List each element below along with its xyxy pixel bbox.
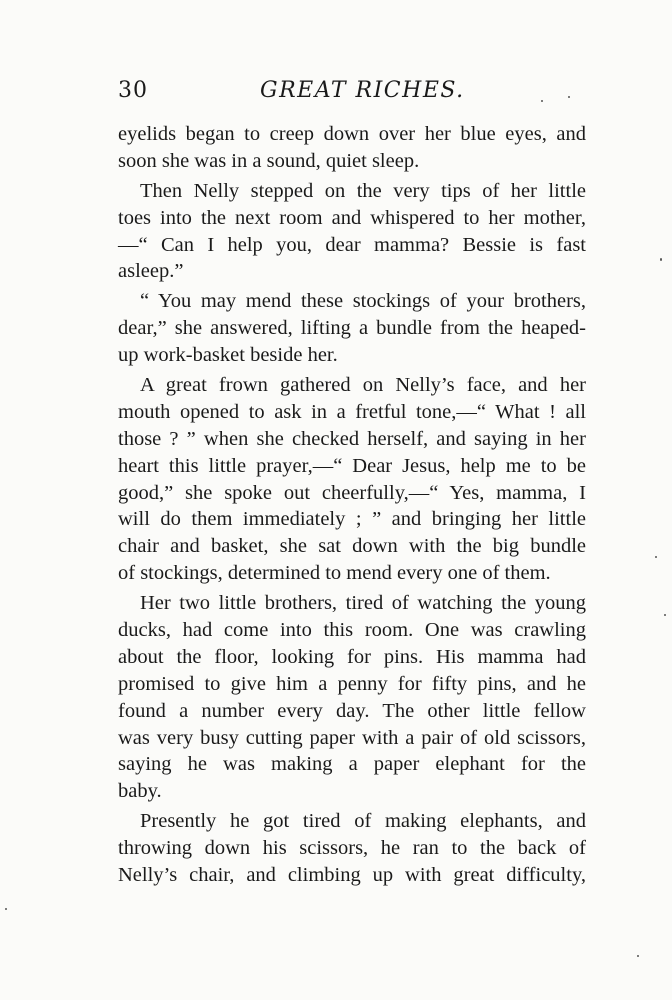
text-line: dear,” she answered, lifting a bundle from the heaped- <box>118 317 586 340</box>
text-line: heart this little prayer,—“ Dear Jesus, help me to be <box>118 454 586 477</box>
text-line: will do them immediately ; ” and bringing her little <box>118 508 586 531</box>
running-head: GREAT RICHES. <box>260 78 465 103</box>
text-line: toes into the next room and whispered to her mother, <box>118 206 586 229</box>
text-line: chair and basket, she sat down with the big bundle <box>118 535 586 558</box>
print-speck <box>655 556 657 558</box>
text-line: promised to give him a penny for fifty pins, and he <box>118 672 586 695</box>
print-speck <box>637 955 639 957</box>
text-line: about the floor, looking for pins. His mamma had <box>118 645 586 668</box>
print-speck <box>541 100 543 102</box>
text-line: good,” she spoke out cheerfully,—“ Yes, mamma, I <box>118 481 586 504</box>
print-speck <box>568 96 570 98</box>
print-speck <box>5 908 7 910</box>
text-line: throwing down his scissors, he ran to the back of <box>118 837 586 860</box>
text-line: Her two little brothers, tired of watching the young <box>140 592 586 615</box>
text-line: soon she was in a sound, quiet sleep. <box>118 149 420 172</box>
text-line: ducks, had come into this room. One was crawling <box>118 619 586 642</box>
text-line: A great frown gathered on Nelly’s face, and her <box>140 374 586 397</box>
text-line: found a number every day. The other little fellow <box>118 699 586 722</box>
print-speck <box>664 614 666 616</box>
print-speck <box>660 258 662 261</box>
text-line: baby. <box>118 780 162 803</box>
text-line: saying he was making a paper elephant for the <box>118 753 586 776</box>
text-line: Presently he got tired of making elephants, and <box>140 810 586 833</box>
page-header <box>118 78 588 108</box>
text-line: “ You may mend these stockings of your brothers, <box>140 290 586 313</box>
text-line: asleep.” <box>118 260 184 283</box>
text-line: of stockings, determined to mend every one of them. <box>118 562 551 585</box>
text-line: was very busy cutting paper with a pair of old scissors, <box>118 726 586 749</box>
text-line: Then Nelly stepped on the very tips of her little <box>140 179 586 202</box>
text-line: Nelly’s chair, and climbing up with great difficulty, <box>118 864 586 887</box>
text-line: —“ Can I help you, dear mamma? Bessie is fast <box>118 233 586 256</box>
page-number: 30 <box>118 78 148 103</box>
text-line: those ? ” when she checked herself, and saying in her <box>118 427 586 450</box>
text-line: eyelids began to creep down over her blue eyes, and <box>118 123 586 145</box>
text-line: up work-basket beside her. <box>118 344 338 367</box>
body-text <box>118 121 586 889</box>
text-line: mouth opened to ask in a fretful tone,—“ What ! all <box>118 400 586 423</box>
